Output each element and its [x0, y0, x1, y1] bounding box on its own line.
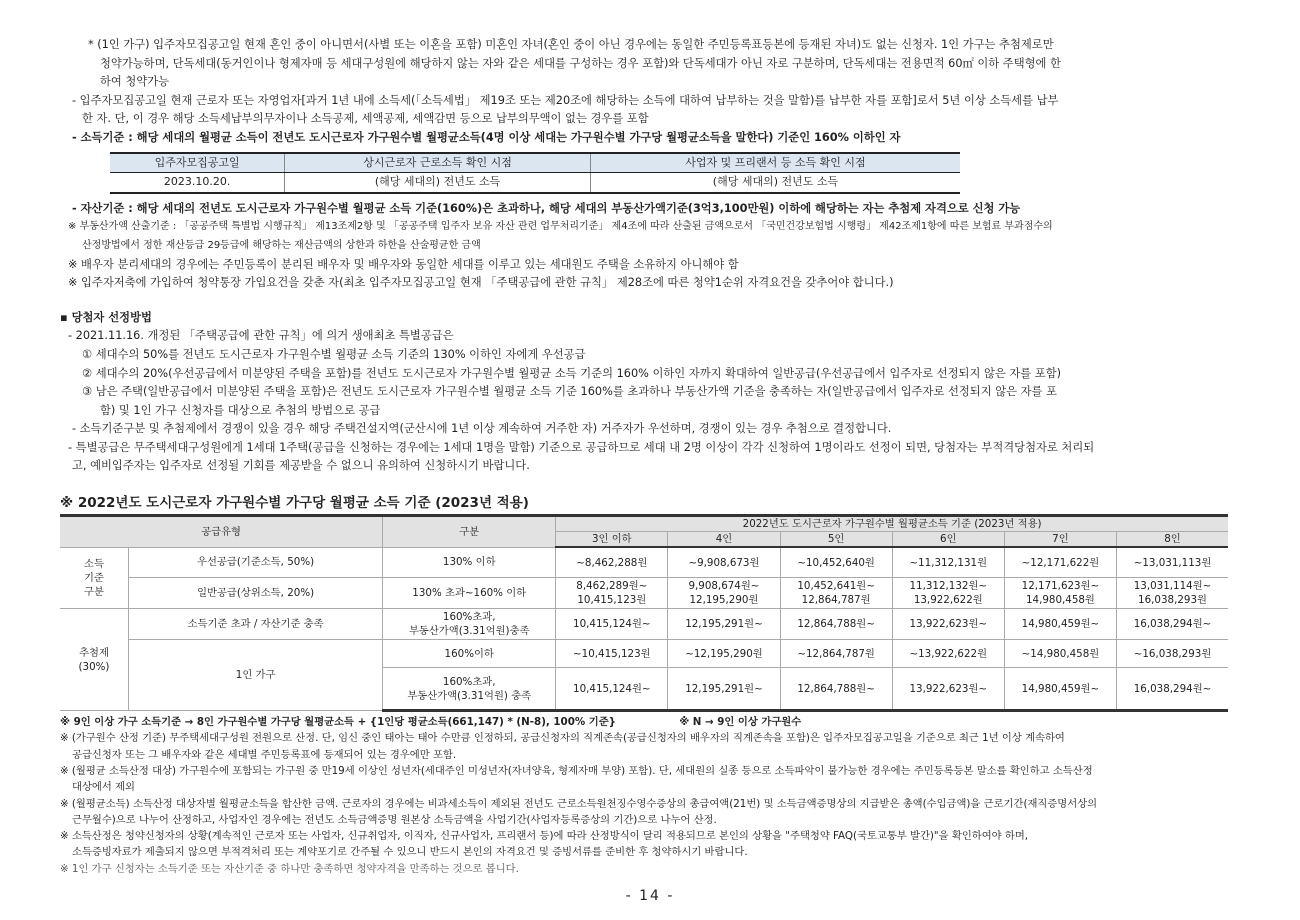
header-household-6: 6인 [892, 532, 1004, 548]
table-cell: 2023.10.20. [110, 173, 285, 193]
header-household-5: 5인 [780, 532, 892, 548]
income-value: ~12,171,622원 [1004, 547, 1116, 578]
income-value: 14,980,459원~ [1004, 668, 1116, 711]
row-type: 소득기준 초과 / 자산기준 충족 [129, 609, 383, 640]
text-line: - 자산기준 : 해당 세대의 전년도 도시근로자 가구원수별 월평균 소득 기준(160%)은 초과하나, 해당 세대의 부동산가액기준(3억3,100만원) 이하에 해당하는 자는 추첨제 자격으로 신청 가능 [72, 201, 1021, 215]
text-line: ③ 남은 주택(일반공급에서 미분양된 주택을 포함)은 전년도 도시근로자 가구원수별 월평균 소득 기준 160%를 초과하나 부동산가액 기준을 충족하는 자(일반공급에서 입주자로 선정되지 않은 자를 포 [82, 385, 1057, 399]
table-row [60, 640, 1228, 668]
note-text: ※ N → 9인 이상 가구원수 [679, 716, 802, 729]
income-table-title: ※ 2022년도 도시근로자 가구원수별 가구당 월평균 소득 기준 (2023년 적용) [60, 495, 529, 512]
table-cell: (해당 세대의) 전년도 소득 [285, 173, 591, 193]
note-text: ※ (월평균소득) 소득산정 대상자별 월평균소득을 합산한 금액. 근로자의 경우에는 비과세소득이 제외된 전년도 근로소득원천징수영수증상의 총급여액(21번) 및 소득금액증명상의 지급받은 총액(수입금액)을 근로기간(재직증명서상의 [60, 797, 1098, 810]
income-value: 16,038,294원~ [1117, 609, 1229, 640]
income-value: 12,864,788원~ [780, 668, 892, 711]
table-row [60, 609, 1228, 640]
note-text: 근무월수)으로 나누어 산정하고, 사업자인 경우에는 전년도 소득금액증명 원본상 소득금액을 사업기간(사업자등록증상의 기간)으로 나누어 산정. [72, 813, 717, 826]
table-notes [60, 714, 1250, 877]
income-value: 10,415,124원~ [556, 668, 668, 711]
text-line: - 소득기준 : 해당 세대의 월평균 소득이 전년도 도시근로자 가구원수별 월평균소득(4명 이상 세대는 가구원수별 가구당 월평균소득을 말한다) 기준인 160% 이하인 자 [72, 130, 901, 144]
text-line: 산정방법에서 정한 재산등급 29등급에 해당하는 재산금액의 상한과 하한을 산술평균한 금액 [82, 239, 481, 251]
header-household-8: 8인 [1117, 532, 1229, 548]
income-value: ~12,864,787원 [780, 640, 892, 668]
header-supply-type: 공급유형 [60, 516, 383, 548]
text-line: 하여 청약가능 [100, 75, 170, 89]
header-household-4: 4인 [668, 532, 780, 548]
text-line: 함) 및 1인 가구 신청자를 대상으로 추첨의 방법으로 공급 [100, 403, 381, 417]
income-value: ~11,312,131원 [892, 547, 1004, 578]
income-value: ~16,038,293원 [1117, 640, 1229, 668]
income-value: 13,922,623원~ [892, 609, 1004, 640]
income-value: 12,864,788원~ [780, 609, 892, 640]
income-value: 9,908,674원~ 12,195,290원 [668, 578, 780, 609]
text-line: - 입주자모집공고일 현재 근로자 또는 자영업자[과거 1년 내에 소득세(「소득세법」 제19조 또는 제20조에 해당하는 소득에 대하여 납부하는 것을 말함)를 납부한 자를 포함]로서 5년 이상 소득세를 납부 [72, 93, 1059, 107]
row-type: 우선공급(기준소득, 50%) [129, 547, 383, 578]
note-text: ※ 9인 이상 가구 소득기준 → 8인 가구원수별 가구당 월평균소득 + {1인당 평균소득(661,147) * (N-8), 100% 기준} [60, 716, 617, 729]
note-text: ※ (월평균 소득산정 대상) 가구원수에 포함되는 가구원 중 만19세 이상인 성년자(세대주인 미성년자(자녀양육, 형제자매 부양) 포함). 단, 세대원의 실종 등으로 소득파악이 불가능한 경우에는 주민등록등본 말소를 확인하고 소득산정 [60, 764, 1093, 777]
table-header: 상시근로자 근로소득 확인 시점 [285, 153, 591, 173]
text-line: ※ 배우자 분리세대의 경우에는 주민등록이 분리된 배우자 및 배우자와 동일한 세대를 이루고 있는 세대원도 주택을 소유하지 아니해야 함 [68, 257, 739, 271]
text-line: ② 세대수의 20%(우선공급에서 미분양된 주택을 포함)를 전년도 도시근로자 가구원수별 월평균 소득 기준의 160% 이하인 자까지 확대하여 일반공급(우선공급에서 입주자로 선정되지 않은 자를 포함) [82, 366, 1062, 380]
row-division: 160%초과, 부동산가액(3.31억원)충족 [383, 609, 556, 640]
income-value: ~13,922,622원 [892, 640, 1004, 668]
note-text: ※ (가구원수 산정 기준) 무주택세대구성원 전원으로 산정. 단, 임신 중인 태아는 태아 수만큼 인정하되, 공급신청자의 직계존속(공급신청자의 배우자의 직계존속을 포함)은 입주자모집공고일을 기준으로 최근 1년 이상 계속하여 [60, 732, 1065, 745]
table-header: 입주자모집공고일 [110, 153, 285, 173]
income-value: ~13,031,113원 [1117, 547, 1229, 578]
income-value: ~8,462,288원 [556, 547, 668, 578]
income-value: 8,462,289원~ 10,415,123원 [556, 578, 668, 609]
income-standard-table [60, 514, 1228, 712]
row-division: 130% 이하 [383, 547, 556, 578]
text-line: ① 세대수의 50%를 전년도 도시근로자 가구원수별 월평균 소득 기준의 130% 이하인 자에게 우선공급 [82, 347, 586, 361]
page-number: - 14 - [625, 888, 675, 904]
income-value: ~9,908,673원 [668, 547, 780, 578]
row-type: 일반공급(상위소득, 20%) [129, 578, 383, 609]
text-line: ※ 부동산가액 산출기준 : 「공공주택 특별법 시행규칙」 제13조제2항 및 「공공주택 입주자 보유 자산 관련 업무처리기준」 제4조에 따라 산출된 금액으로서 「국민건강보험법 시행령」 제42조제1항에 따른 보험료 부과점수의 [68, 221, 1053, 233]
text-line: - 소득기준구분 및 추첨제에서 경쟁이 있을 경우 해당 주택건설지역(군산시에 1년 이상 계속하여 거주한 자) 거주자가 우선하며, 경쟁이 있는 경우 추첨으로 결정합니다. [72, 422, 892, 436]
group-lottery: 추첨제 (30%) [60, 609, 129, 711]
income-value: 13,922,623원~ [892, 668, 1004, 711]
income-value: 16,038,294원~ [1117, 668, 1229, 711]
income-value: 10,452,641원~ 12,864,787원 [780, 578, 892, 609]
row-division: 130% 초과~160% 이하 [383, 578, 556, 609]
document-body [60, 36, 1250, 877]
group-income-criteria: 소득 기준 구분 [60, 547, 129, 609]
row-division: 160%이하 [383, 640, 556, 668]
row-division: 160%초과, 부동산가액(3.31억원) 충족 [383, 668, 556, 711]
income-value: ~12,195,290원 [668, 640, 780, 668]
note-text: 공급신청자 또는 그 배우자와 같은 세대별 주민등록표에 등재되어 있는 경우에만 포함. [72, 748, 457, 761]
table-header: 사업자 및 프리랜서 등 소득 확인 시점 [590, 153, 960, 173]
text-line: * (1인 가구) 입주자모집공고일 현재 혼인 중이 아니면서(사별 또는 이혼을 포함) 미혼인 자녀(혼인 중이 아닌 경우에는 동일한 주민등록표등본에 등재된 자녀)도 없는 신청자. 1인 가구는 추첨제로만 [88, 38, 1054, 51]
income-value: 12,195,291원~ [668, 668, 780, 711]
income-check-table [110, 152, 960, 194]
text-line: - 2021.11.16. 개정된 「주택공급에 관한 규칙」에 의거 생애최초 특별공급은 [68, 329, 454, 343]
text-line: ※ 입주자저축에 가입하여 청약통장 가입요건을 갖춘 자(최초 입주자모집공고일 현재 「주택공급에 관한 규칙」 제28조에 따른 청약1순위 자격요건을 갖추어야 합니다.) [68, 276, 894, 290]
income-value: 12,171,623원~ 14,980,458원 [1004, 578, 1116, 609]
income-value: ~10,452,640원 [780, 547, 892, 578]
text-line: 청약가능하며, 단독세대(동거인이나 형제자매 등 세대구성원에 해당하지 않는 자와 같은 세대를 구성하는 경우 포함)와 단독세대가 아닌 자로 구분하며, 단독세대는 전용면적 60㎡ 이하 주택형에 한 [100, 56, 1061, 70]
header-household-3: 3인 이하 [556, 532, 668, 548]
note-text: 대상에서 제외 [72, 781, 135, 794]
income-value: 13,031,114원~ 16,038,293원 [1117, 578, 1229, 609]
note-text: 소득증빙자료가 제출되지 않으면 부적격처리 또는 계약포기로 간주될 수 있으니 반드시 본인의 자격요건 및 증빙서류를 준비한 후 청약하시기 바랍니다. [72, 846, 748, 859]
income-value: ~10,415,123원 [556, 640, 668, 668]
text-line: - 특별공급은 무주택세대구성원에게 1세대 1주택(공급을 신청하는 경우에는 1세대 1명을 말함) 기준으로 공급하므로 세대 내 2명 이상이 각각 신청하여 1명이라도 선정이 되면, 당첨자는 부적격당첨자로 처리되 [68, 440, 1095, 454]
income-value: 14,980,459원~ [1004, 609, 1116, 640]
income-value: ~14,980,458원 [1004, 640, 1116, 668]
table-cell: (해당 세대의) 전년도 소득 [590, 173, 960, 193]
header-household-7: 7인 [1004, 532, 1116, 548]
income-value: 11,312,132원~ 13,922,622원 [892, 578, 1004, 609]
note-text: ※ 1인 가구 신청자는 소득기준 또는 자산기준 중 하나만 충족하면 청약자격을 만족하는 것으로 봅니다. [60, 862, 519, 875]
header-income-group: 2022년도 도시근로자 가구원수별 월평균소득 기준 (2023년 적용) [556, 516, 1228, 532]
table-row [60, 578, 1228, 609]
note-text: ※ 소득산정은 청약신청자의 상황(계속적인 근로자 또는 사업자, 신규취업자, 이직자, 신규사업자, 프리랜서 등)에 따라 산정방식이 달리 적용되므로 본인의 상황을 "주택청약 FAQ(국토교통부 발간)"을 확인하여야 하며, [60, 830, 1029, 843]
text-line: 한 자. 단, 이 경우 해당 소득세납부의무자이나 소득공제, 세액공제, 세액감면 등으로 납부의무액이 없는 경우를 포함 [82, 112, 649, 126]
section-heading: ▪ 당첨자 선정방법 [60, 310, 152, 324]
row-type: 1인 가구 [129, 640, 383, 711]
text-line: 고, 예비입주자는 입주자로 선정될 기회를 제공받을 수 없으니 유의하여 신청하시기 바랍니다. [72, 459, 530, 473]
income-value: 12,195,291원~ [668, 609, 780, 640]
table-row [60, 547, 1228, 578]
header-division: 구분 [383, 516, 556, 548]
income-value: 10,415,124원~ [556, 609, 668, 640]
